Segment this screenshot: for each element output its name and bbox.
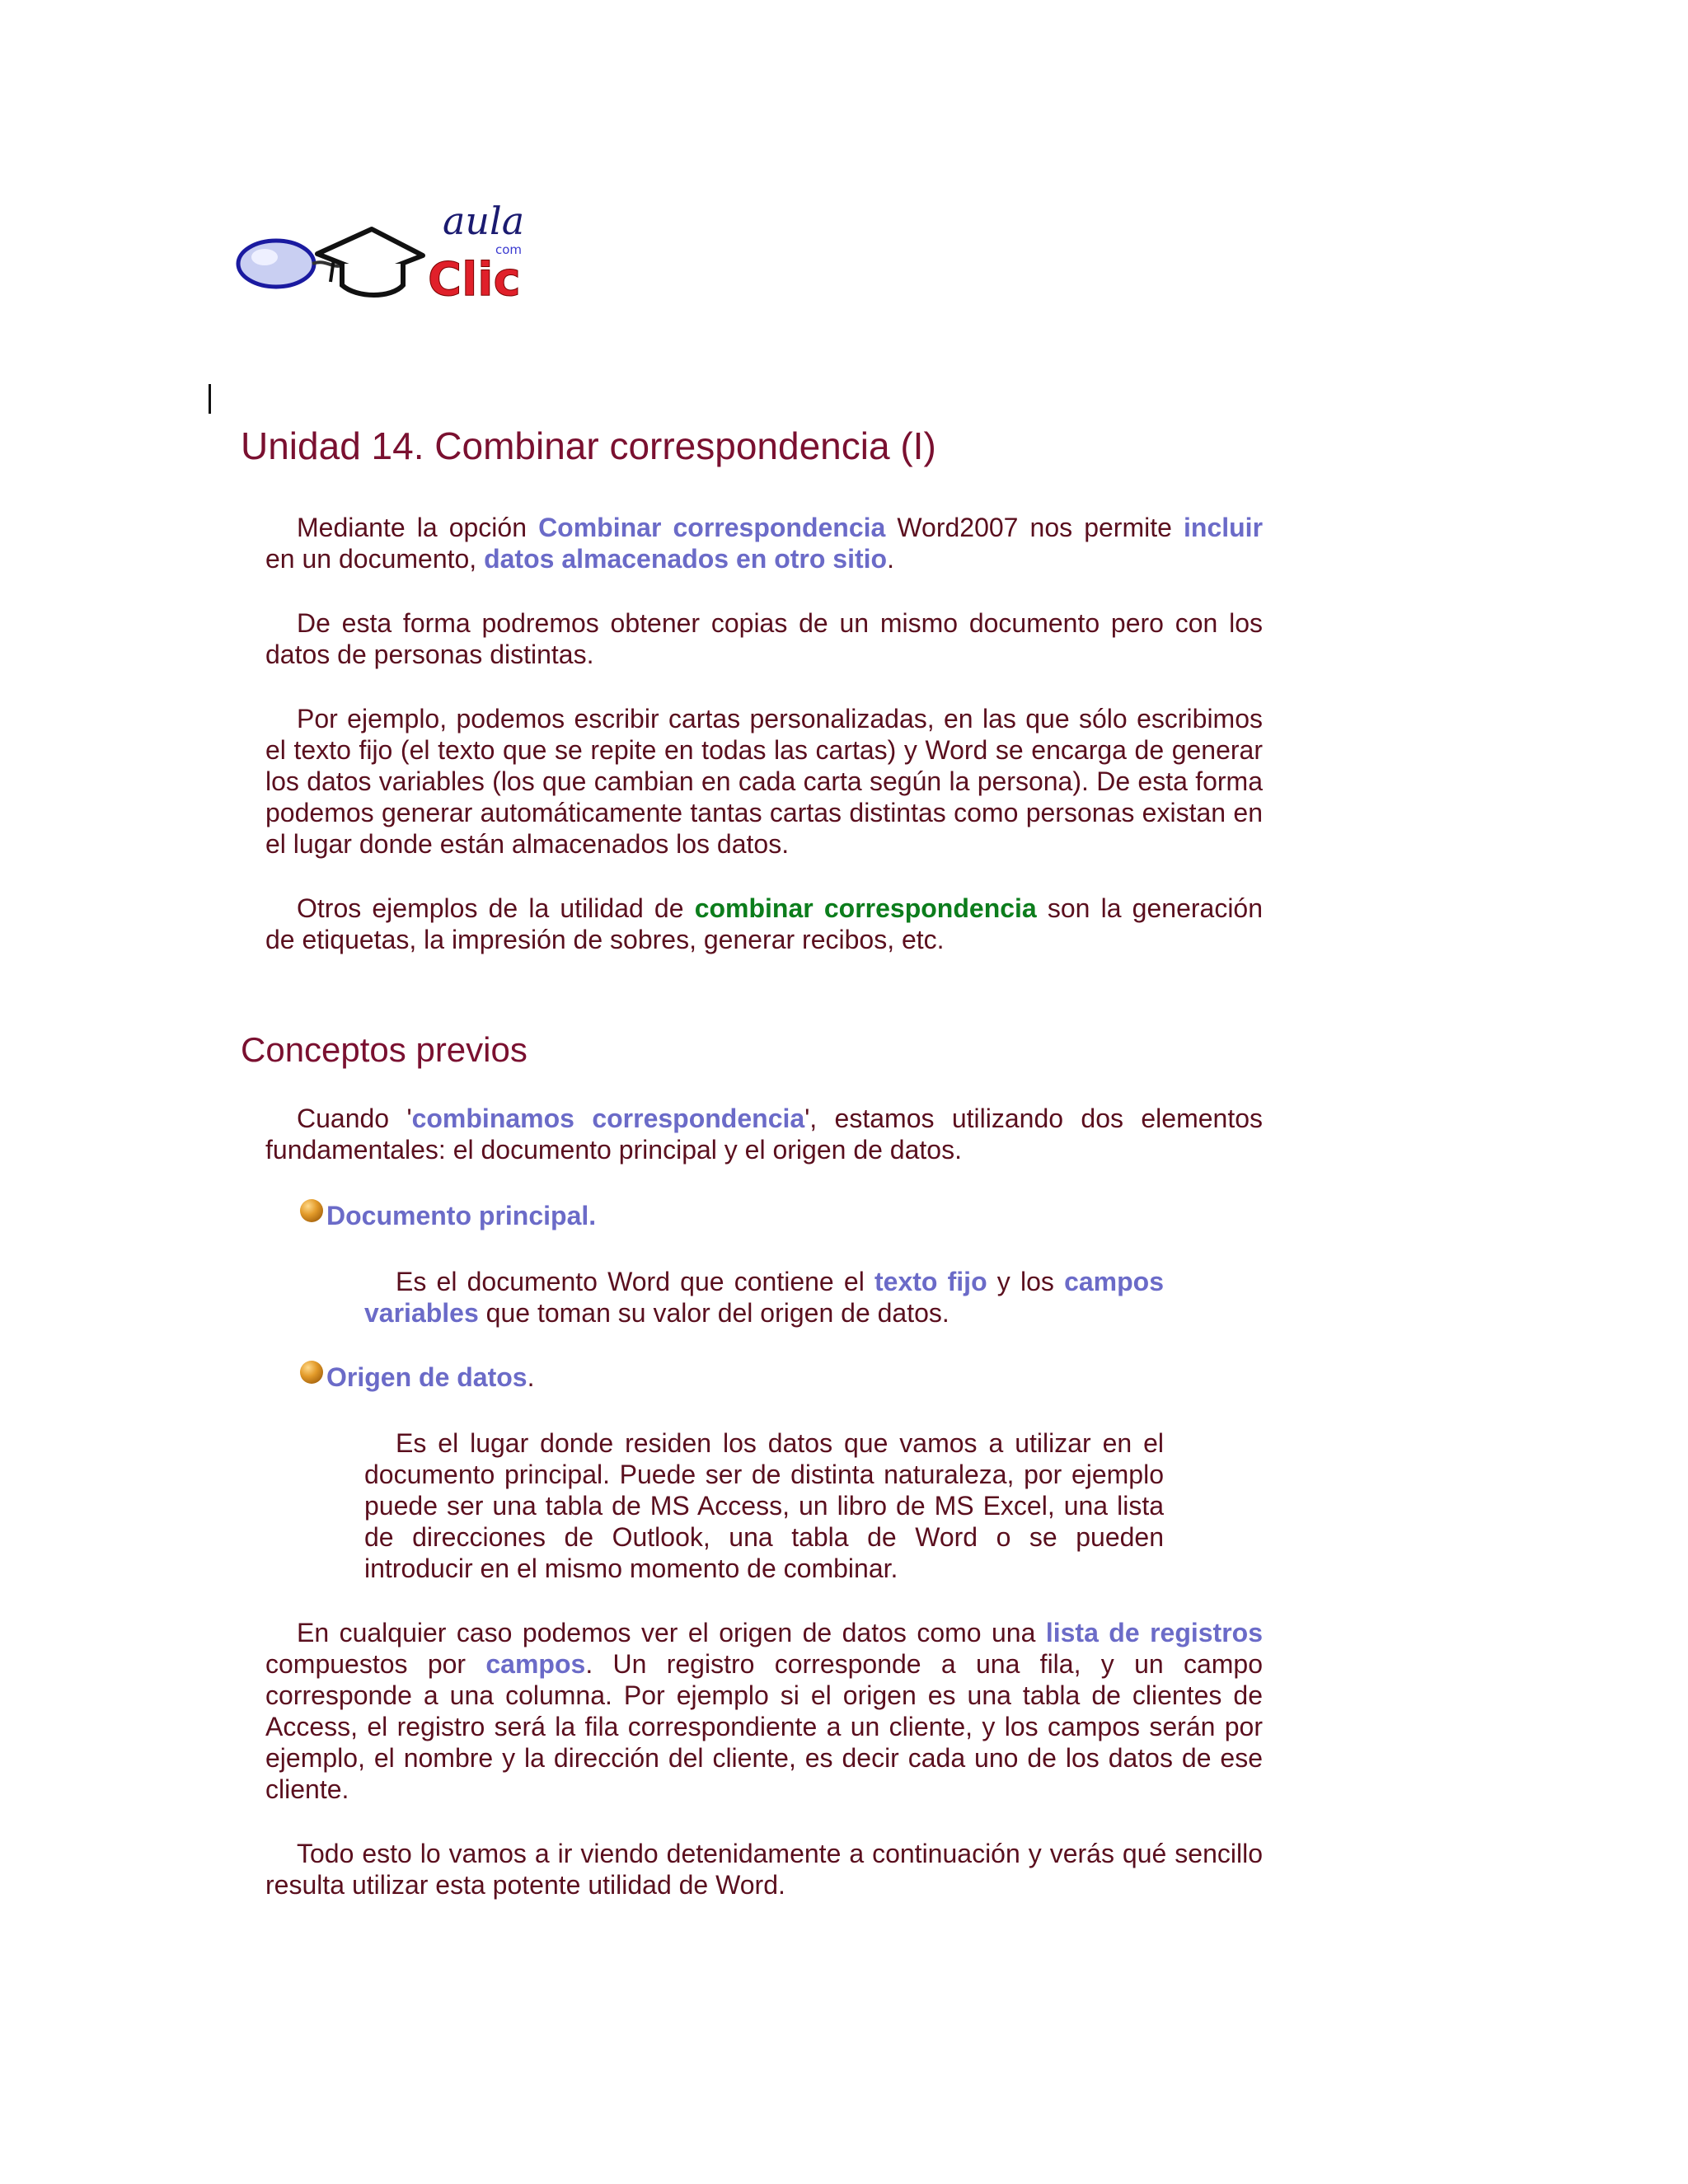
text-cursor — [209, 384, 211, 414]
section-paragraph-1: Cuando 'combinamos correspondencia', estamos utilizando dos elementos fundamentales: el documento principal y el origen de datos. — [265, 1103, 1264, 1165]
intro-paragraph-1: Mediante la opción Combinar correspondencia Word2007 nos permite incluir en un documento, datos almacenados en otro sitio. — [265, 513, 1264, 574]
origen-de-datos-paragraph: Es el lugar donde residen los datos que vamos a utilizar en el documento principal. Puede ser de distinta naturaleza, por ejemplo puede ser una tabla de MS Access, un libro de MS Excel, una lista de direcciones de Outlook, una tabla de Word o se pueden introducir en el mismo momento de combinar. — [364, 1427, 1164, 1583]
logo-word-aula: aula — [443, 199, 525, 243]
page-title: Unidad 14. Combinar correspondencia (I) — [241, 424, 936, 467]
intro-paragraph-3: Por ejemplo, podemos escribir cartas personalizadas, en las que sólo escribimos el texto fijo (el texto que se repite en todas las cartas) y Word se encarga de generar los datos variables (los que cambian en cada carta según la persona). De esta forma podemos generar automáticamente tantas cartas distintas como personas existan en el lugar donde están almacenados los datos. — [265, 704, 1263, 860]
link-campos[interactable]: campos — [485, 1648, 586, 1679]
link-lista-de-registros[interactable]: lista de registros — [1045, 1617, 1264, 1647]
link-documento-principal[interactable]: Documento principal. — [326, 1200, 597, 1230]
section-paragraph-2: En cualquier caso podemos ver el origen de datos como una lista de registros compuestos por campos. Un registro corresponde a una fila, y un campo corresponde a una columna. Por ejemplo si el origen es una tabla de clientes de Access, el registro será la fila correspondiente a un cliente, y los campos serán por ejemplo, el nombre y la dirección del cliente, es decir cada uno de los datos de ese cliente. — [265, 1617, 1264, 1804]
intro-paragraph-4: Otros ejemplos de la utilidad de combinar correspondencia son la generación de etiquetas, la impresión de sobres, generar recibos, etc. — [265, 893, 1264, 955]
document-body — [241, 412, 1264, 1900]
link-origen-de-datos[interactable]: Origen de datos — [326, 1361, 528, 1392]
link-texto-fijo[interactable]: texto fijo — [874, 1266, 987, 1296]
link-campos-variables[interactable]: campos variables — [364, 1266, 1165, 1328]
link-combinamos-correspondencia[interactable]: combinamos correspondencia — [411, 1103, 805, 1133]
link-incluir[interactable]: incluir — [1184, 513, 1264, 543]
section-paragraph-3: Todo esto lo vamos a ir viendo detenidamente a continuación y verás qué sencillo resulta utilizar esta potente utilidad de Word. — [265, 1838, 1263, 1900]
bullet-ball-icon — [300, 1361, 323, 1384]
documento-principal-paragraph: Es el documento Word que contiene el texto fijo y los campos variables que toman su valor del origen de datos. — [364, 1266, 1165, 1328]
bullet-ball-icon — [300, 1199, 323, 1222]
origen-de-datos-description — [364, 1427, 1164, 1584]
bullet-origen-de-datos: Origen de datos . — [300, 1361, 1263, 1393]
intro-paragraph-2: De esta forma podremos obtener copias de un mismo documento pero con los datos de personas distintas. — [265, 608, 1263, 670]
link-datos-almacenados[interactable]: datos almacenados en otro sitio — [484, 544, 888, 574]
aulaclic-logo — [233, 196, 530, 312]
link-combinar-correspondencia[interactable]: Combinar correspondencia — [538, 513, 886, 543]
documento-principal-description — [364, 1266, 1164, 1329]
section-heading: Conceptos previos — [241, 1030, 528, 1070]
logo-word-clic: Clic — [428, 253, 521, 307]
highlight-combinar-correspondencia: combinar correspondencia — [694, 893, 1037, 924]
logo-word-com: com — [495, 242, 523, 257]
bullet-documento-principal — [300, 1200, 1263, 1231]
graduation-cap-icon — [317, 229, 423, 295]
